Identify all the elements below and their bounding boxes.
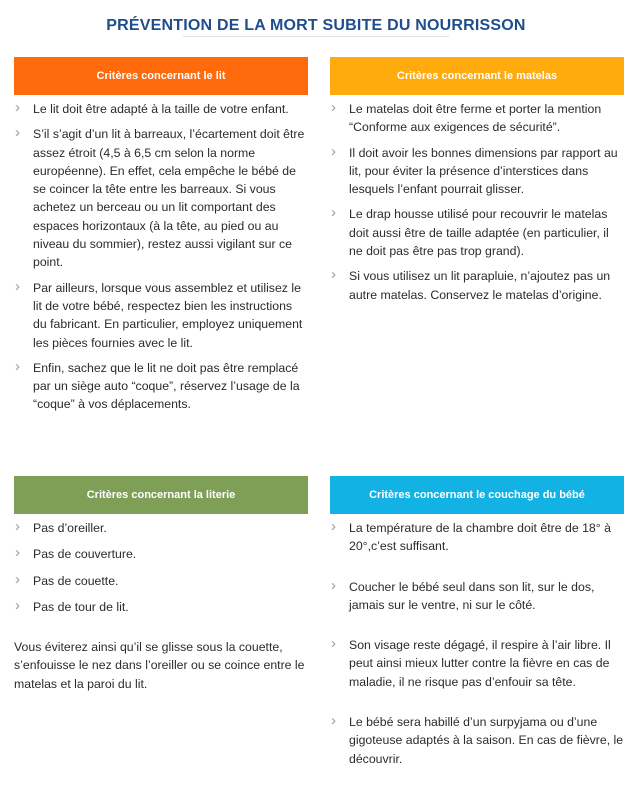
section-header-literie: Critères concernant la literie [14, 476, 308, 514]
list-item: › Coucher le bébé seul dans son lit, sur le dos, jamais sur le ventre, ni sur le côté. [330, 578, 624, 615]
list-item: › Le drap housse utilisé pour recouvrir le matelas doit aussi être de taille adaptée (en particulier, il ne doit pas être pas trop grand). [330, 205, 624, 260]
list-couchage [330, 519, 624, 768]
title-divider [183, 36, 449, 37]
list-item: › La température de la chambre doit être de 18° à 20°,c’est suffisant. [330, 519, 624, 556]
list-item: › Pas de couette. [14, 572, 308, 590]
list-item: › Il doit avoir les bonnes dimensions par rapport au lit, pour éviter la présence d’interstices dans lesquels l’enfant pourrait glisser. [330, 144, 624, 199]
list-item: › Enfin, sachez que le lit ne doit pas être remplacé par un siège auto “coque”, réservez l’usage de la “coque” à vos déplacements. [14, 359, 308, 414]
section-literie [14, 476, 308, 705]
list-item: › Le matelas doit être ferme et porter la mention “Conforme aux exigences de sécurité”. [330, 100, 624, 137]
section-header-lit: Critères concernant le lit [14, 57, 308, 95]
section-couchage [330, 476, 624, 790]
list-item: › Par ailleurs, lorsque vous assemblez et utilisez le lit de votre bébé, respectez bien les instructions du fabricant. En particulier, employez uniquement les pièces fournies avec le lit. [14, 279, 308, 352]
list-item: › Si vous utilisez un lit parapluie, n’ajoutez pas un autre matelas. Conservez le matelas d’origine. [330, 267, 624, 304]
list-item: › Le bébé sera habillé d’un surpyjama ou d’une gigoteuse adaptés à la saison. En cas de fièvre, le découvrir. [330, 713, 624, 768]
literie-note: Vous éviterez ainsi qu’il se glisse sous la couette, s’enfouisse le nez dans l’oreiller ou se coince entre le matelas et la paroi du lit. [14, 640, 305, 691]
list-item: › Pas de couverture. [14, 545, 308, 563]
list-item: › Pas de tour de lit. [14, 598, 308, 616]
list-matelas [330, 100, 624, 304]
section-header-matelas: Critères concernant le matelas [330, 57, 624, 95]
page-title: PRÉVENTION DE LA MORT SUBITE DU NOURRISSON [106, 16, 526, 34]
list-item: › S’il s’agit d’un lit à barreaux, l’écartement doit être assez étroit (4,5 à 6,5 cm selon la norme européenne). En effet, cela empêche le bébé de se coincer la tête entre les barreaux. Si vous achetez un berceau ou un lit comportant des espaces horizontaux (à la tête, au pied ou au niveau du sommier), restez aussi vigilant sur ce point. [14, 125, 308, 271]
list-item: › Pas d’oreiller. [14, 519, 308, 537]
section-header-couchage: Critères concernant le couchage du bébé [330, 476, 624, 514]
list-lit [14, 100, 308, 414]
list-item: › Le lit doit être adapté à la taille de votre enfant. [14, 100, 308, 118]
section-matelas [330, 57, 624, 311]
list-literie [14, 519, 308, 616]
list-item: › Son visage reste dégagé, il respire à l’air libre. Il peut ainsi mieux lutter contre la fièvre en cas de maladie, il ne risque pas d’enfouir sa tête. [330, 636, 624, 691]
section-lit [14, 57, 308, 421]
